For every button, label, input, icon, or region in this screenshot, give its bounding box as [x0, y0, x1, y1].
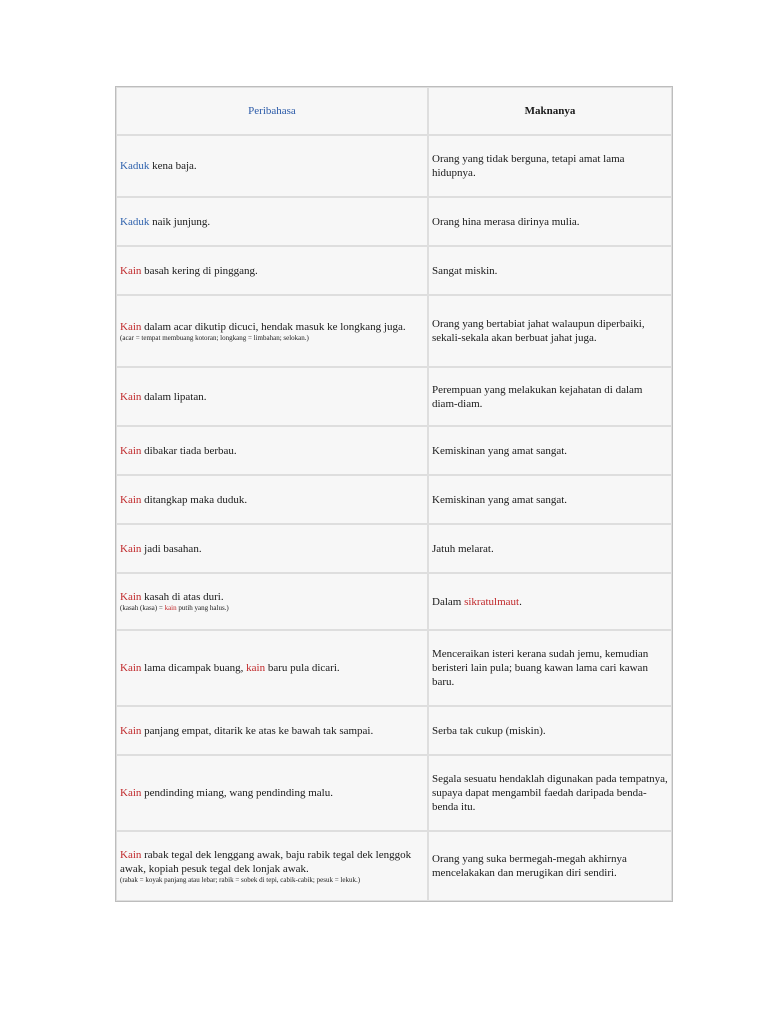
table-row: [116, 197, 672, 246]
meaning-text: Orang yang bertabiat jahat walaupun diperbaiki, sekali-sekala akan berbuat jahat juga.: [432, 318, 645, 344]
proverb-text: pendinding miang, wang pendinding malu.: [141, 787, 333, 799]
proverb-note: (rabak = koyak panjang atau lebar; rabik = sobek di tepi, cabik-cabik; pesuk = lekuk.): [120, 875, 361, 884]
meaning-text-after: .: [519, 595, 522, 608]
meaning-text: Jatuh melarat.: [432, 542, 494, 555]
table-row: [116, 573, 672, 630]
table-row: [116, 630, 672, 706]
meaning-cell: [428, 135, 672, 197]
proverb-keyword: Kaduk: [120, 215, 150, 228]
proverb-keyword-2: kain: [246, 662, 266, 674]
proverb-cell: [116, 573, 428, 630]
proverb-keyword: Kain: [120, 390, 142, 403]
proverb-cell: [116, 367, 428, 426]
meaning-cell: [428, 367, 672, 426]
meaning-text: Orang yang suka bermegah-megah akhirnya mencelakakan dan merugikan diri sendiri.: [432, 853, 627, 879]
proverb-keyword: Kain: [120, 493, 142, 506]
proverb-text: kasah di atas duri.: [141, 591, 224, 603]
note-keyword: kain: [164, 604, 177, 612]
header-maknanya: Maknanya: [428, 87, 672, 135]
proverb-keyword: Kain: [120, 264, 142, 277]
proverb-cell: [116, 295, 428, 367]
proverb-keyword: Kain: [120, 542, 142, 555]
proverb-note: (acar = tempat membuang kotoran; longkang = limbahan; selokan.): [120, 333, 309, 342]
meaning-text: Kemiskinan yang amat sangat.: [432, 493, 568, 506]
proverb-text: naik junjung.: [149, 215, 211, 228]
meaning-cell: [428, 524, 672, 573]
proverb-cell: [116, 246, 428, 295]
document-page: [115, 86, 671, 902]
proverb-cell: [116, 706, 428, 755]
proverb-cell: [116, 755, 428, 831]
meaning-text: Menceraikan isteri kerana sudah jemu, kemudian beristeri lain pula; buang kawan lama cari kawan baru.: [432, 648, 649, 688]
meaning-cell: [428, 630, 672, 706]
proverb-text-2: baru pula dicari.: [265, 662, 340, 674]
meaning-text: Sangat miskin.: [432, 264, 498, 277]
proverb-text: lama dicampak buang,: [141, 662, 247, 674]
meaning-text: Orang hina merasa dirinya mulia.: [432, 215, 580, 228]
proverb-text: jadi basahan.: [141, 542, 202, 555]
proverb-cell: [116, 426, 428, 475]
meaning-keyword: sikratulmaut: [464, 595, 520, 608]
proverb-cell: [116, 831, 428, 901]
proverb-text: dibakar tiada berbau.: [141, 444, 237, 457]
proverb-keyword: Kain: [120, 444, 142, 457]
table-row: [116, 755, 672, 831]
proverb-text: kena baja.: [149, 160, 197, 172]
table-row: [116, 246, 672, 295]
proverb-keyword: Kain: [120, 662, 142, 674]
table-row: [116, 524, 672, 573]
proverb-cell: [116, 524, 428, 573]
proverb-text: rabak tegal dek lenggang awak, baju rabik tegal dek lenggok awak, kopiah pesuk tegal dek lonjak awak.: [120, 848, 412, 875]
table-row: [116, 706, 672, 755]
proverb-text: dalam lipatan.: [141, 390, 207, 403]
table-row: [116, 831, 672, 901]
proverb-table: [115, 86, 673, 902]
meaning-cell: [428, 426, 672, 475]
meaning-text: Segala sesuatu hendaklah digunakan pada tempatnya, supaya dapat mengambil faedah daripada benda-benda itu.: [432, 773, 668, 813]
proverb-text: ditangkap maka duduk.: [141, 493, 248, 506]
note-text: (kasah (kasa) =: [120, 604, 165, 612]
meaning-cell: [428, 197, 672, 246]
proverb-keyword: Kain: [120, 848, 142, 861]
proverb-keyword: Kain: [120, 787, 142, 799]
meaning-cell: [428, 755, 672, 831]
meaning-text: Orang yang tidak berguna, tetapi amat lama hidupnya.: [432, 153, 625, 179]
proverb-text: panjang empat, ditarik ke atas ke bawah tak sampai.: [141, 724, 374, 737]
meaning-cell: [428, 706, 672, 755]
meaning-cell: [428, 475, 672, 524]
proverb-cell: [116, 630, 428, 706]
proverb-keyword: Kain: [120, 591, 142, 603]
table-header-row: [116, 87, 672, 135]
proverb-cell: [116, 475, 428, 524]
proverb-text: basah kering di pinggang.: [141, 264, 258, 277]
table-row: [116, 135, 672, 197]
proverb-cell: [116, 135, 428, 197]
note-text: putih yang halus.): [176, 604, 229, 612]
proverb-cell: [116, 197, 428, 246]
meaning-cell: [428, 831, 672, 901]
proverb-text: dalam acar dikutip dicuci, hendak masuk ke longkang juga.: [141, 320, 406, 333]
table-row: [116, 367, 672, 426]
meaning-cell: [428, 295, 672, 367]
table-row: [116, 295, 672, 367]
meaning-text: Perempuan yang melakukan kejahatan di dalam diam-diam.: [432, 383, 643, 410]
meaning-text: Dalam: [432, 595, 465, 608]
meaning-text: Kemiskinan yang amat sangat.: [432, 444, 568, 457]
proverb-keyword: Kaduk: [120, 160, 150, 172]
proverb-note: [120, 604, 424, 613]
meaning-text: Serba tak cukup (miskin).: [432, 724, 546, 737]
header-peribahasa: Peribahasa: [116, 87, 428, 135]
proverb-keyword: Kain: [120, 724, 142, 737]
table-row: [116, 475, 672, 524]
meaning-cell: [428, 246, 672, 295]
meaning-cell: [428, 573, 672, 630]
table-row: [116, 426, 672, 475]
proverb-keyword: Kain: [120, 320, 142, 333]
